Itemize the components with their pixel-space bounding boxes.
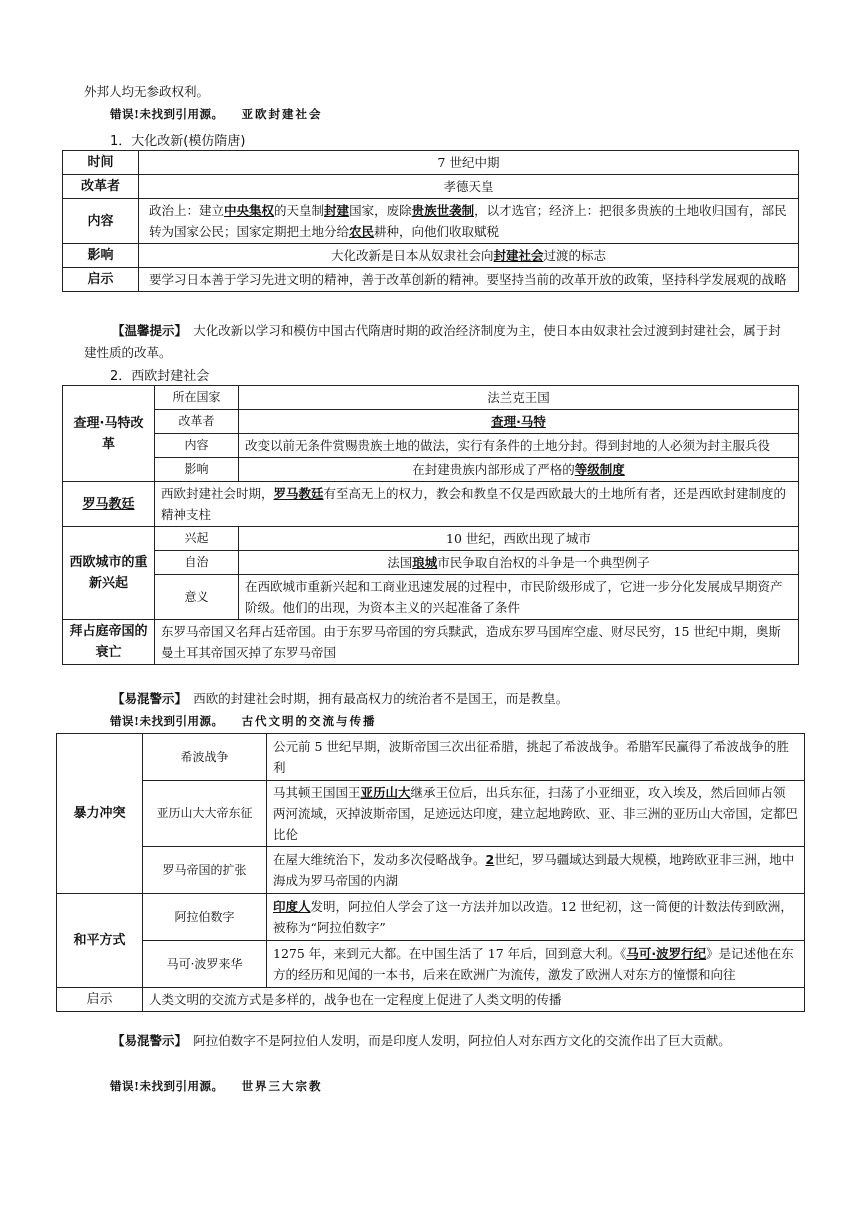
group-label-charles-martel: 查理·马特改革 — [63, 386, 155, 482]
key-term: 查理·马特 — [491, 414, 546, 429]
row-sublabel: 马可·波罗来华 — [143, 941, 267, 988]
row-sublabel: 阿拉伯数字 — [143, 894, 267, 941]
row-sublabel: 兴起 — [155, 527, 239, 551]
text-run: 大化改新是日本从奴隶社会向 — [330, 248, 494, 263]
row-content: 7 世纪中期 — [139, 151, 799, 175]
row-label: 时间 — [63, 151, 139, 175]
row-content — [267, 847, 805, 894]
row-content — [155, 482, 799, 527]
key-term: 中央集权 — [224, 203, 275, 218]
key-term: 亚历山大 — [360, 785, 411, 800]
key-term: 等级制度 — [574, 462, 625, 477]
row-sublabel: 内容 — [155, 434, 239, 458]
heading-keyword: 古代文明的交流与传播 — [241, 714, 377, 728]
heading-keyword: 亚欧封建社会 — [241, 107, 323, 121]
key-term: 封建社会 — [493, 248, 544, 263]
table-row — [63, 575, 799, 620]
tip-confusion-warning-1 — [84, 688, 784, 710]
group-label-city-revival: 西欧城市的重新兴起 — [63, 527, 155, 620]
table-row — [63, 551, 799, 575]
table-row — [57, 988, 805, 1012]
row-label: 启示 — [63, 268, 139, 292]
text-run: 1275 年，来到元大都。在中国生活了 17 年后，回到意大利。《 — [273, 946, 627, 961]
text-run: 西欧封建社会时期， — [161, 486, 274, 501]
text-run: 政治上：建立 — [149, 203, 225, 218]
table-row — [63, 458, 799, 482]
tip-tag: 【易混警示】 — [112, 1033, 181, 1048]
section-heading-exchange — [110, 713, 377, 729]
text-run: 发明，阿拉伯人学会了这一方法并加以改造。12 世纪初，这一简便的计数法传到欧洲，被称为“阿拉伯数字” — [273, 899, 793, 935]
tip-confusion-warning-2 — [84, 1030, 784, 1052]
table-row — [57, 734, 805, 781]
text-run: 在封建贵族内部形成了严格的 — [412, 462, 575, 477]
key-term: 印度人 — [273, 899, 311, 914]
heading-keyword: 世界三大宗教 — [241, 1079, 323, 1093]
text-run: 过渡的标志 — [543, 248, 607, 263]
row-sublabel: 影响 — [155, 458, 239, 482]
row-content: 东罗马帝国又名拜占廷帝国。由于东罗马帝国的穷兵黩武，造成东罗马国库空虚、财尽民穷，15 世纪中期，奥斯曼土耳其帝国灭掉了东罗马帝国 — [155, 620, 799, 665]
table-row — [63, 482, 799, 527]
heading-error-text: 错误!未找到引用源。 — [110, 714, 224, 728]
section-heading-religions — [110, 1078, 323, 1094]
tip-tag: 【温馨提示】 — [112, 323, 181, 338]
row-label: 改革者 — [63, 175, 139, 199]
intro-line: 外邦人均无参政权利。 — [84, 84, 210, 99]
row-content — [239, 410, 799, 434]
tip-warm-reminder — [84, 320, 784, 364]
section-heading-feudal — [110, 106, 323, 122]
row-content — [239, 458, 799, 482]
row-sublabel: 罗马帝国的扩张 — [143, 847, 267, 894]
key-term: 罗马教廷 — [273, 486, 324, 501]
row-content: 改变以前无条件赏赐贵族土地的做法，实行有条件的土地分封。得到封地的人必须为封主服兵役 — [239, 434, 799, 458]
tip-text: 西欧的封建社会时期，拥有最高权力的统治者不是国王，而是教皇。 — [180, 691, 569, 706]
west-europe-table — [62, 385, 799, 665]
text-run: 世纪，罗马疆域达到最大规模，地跨欧亚非三洲，地中海成为罗马帝国的内湖 — [273, 852, 795, 888]
row-sublabel: 所在国家 — [155, 386, 239, 410]
row-sublabel: 改革者 — [155, 410, 239, 434]
table-row — [57, 941, 805, 988]
row-content: 公元前 5 世纪早期，波斯帝国三次出征希腊，挑起了希波战争。希腊军民赢得了希波战争的胜利 — [267, 734, 805, 781]
text-run: 马其顿王国国王 — [273, 785, 361, 800]
row-content — [239, 551, 799, 575]
table-row — [63, 244, 799, 268]
key-term: 罗马教廷 — [82, 496, 135, 512]
table-row — [57, 847, 805, 894]
table-row — [63, 175, 799, 199]
civilization-exchange-table — [56, 733, 805, 1012]
tip-tag: 【易混警示】 — [112, 691, 181, 706]
heading-error-text: 错误!未找到引用源。 — [110, 107, 224, 121]
text-run: 的天皇制 — [274, 203, 325, 218]
table-row — [57, 894, 805, 941]
key-term: 琅城 — [412, 555, 438, 570]
subsection-title-west-europe: 2．西欧封建社会 — [110, 369, 210, 384]
row-sublabel: 意义 — [155, 575, 239, 620]
tip-text: 阿拉伯数字不是阿拉伯人发明，而是印度人发明，阿拉伯人对东西方文化的交流作出了巨大贡献。 — [180, 1033, 731, 1048]
table-row — [63, 151, 799, 175]
text-run: 耕种，向他们收取赋税 — [374, 224, 500, 239]
text-run: ，以才选官；经济上：把很多贵族的土地收归国有，部民转为国家公民；国家定期把土地分给 — [149, 203, 787, 239]
row-sublabel: 自治 — [155, 551, 239, 575]
text-run: 有至高无上的权力，教会和教皇不仅是西欧最大的土地所有者，还是西欧封建制度的精神支柱 — [161, 486, 787, 522]
row-content: 法兰克王国 — [239, 386, 799, 410]
row-content — [139, 199, 799, 244]
subsection-title-taika: 1．大化改新(模仿隋唐) — [110, 134, 246, 149]
key-term: 农民 — [349, 224, 375, 239]
row-content: 10 世纪，西欧出现了城市 — [239, 527, 799, 551]
row-content: 孝德天皇 — [139, 175, 799, 199]
text-run: 在屋大维统治下，发动多次侵略战争。 — [273, 852, 486, 867]
tip-text: 大化改新以学习和模仿中国古代隋唐时期的政治经济制度为主，使日本由奴隶社会过渡到封建社会，属于封建性质的改革。 — [84, 323, 781, 360]
group-label-roman-curia — [63, 482, 155, 527]
heading-error-text: 错误!未找到引用源。 — [110, 1079, 224, 1093]
row-label: 影响 — [63, 244, 139, 268]
text-run: 继承王位后，出兵东征，扫荡了小亚细亚，攻入埃及，然后回师占领两河流域，灭掉波斯帝国，足迹远达印度，建立起地跨欧、亚、非三洲的亚历山大帝国，定都巴比伦 — [273, 785, 799, 842]
key-term: 封建 — [324, 203, 350, 218]
key-term: 2 — [485, 852, 495, 867]
row-content: 在西欧城市重新兴起和工商业迅速发展的过程中，市民阶级形成了，它进一步分化发展成早期资产阶级。他们的出现，为资本主义的兴起准备了条件 — [239, 575, 799, 620]
table-row — [63, 268, 799, 292]
row-sublabel: 希波战争 — [143, 734, 267, 781]
group-label-violent-conflict: 暴力冲突 — [57, 734, 143, 894]
table-row — [63, 527, 799, 551]
table-row — [57, 781, 805, 847]
table-row — [63, 434, 799, 458]
text-run: 市民争取自治权的斗争是一个典型例子 — [437, 555, 650, 570]
table-row — [63, 386, 799, 410]
row-content — [267, 894, 805, 941]
text-run: 国家，废除 — [349, 203, 412, 218]
row-content — [267, 941, 805, 988]
table-row — [63, 199, 799, 244]
row-content: 要学习日本善于学习先进文明的精神，善于改革创新的精神。要坚持当前的改革开放的政策，坚持科学发展观的战略 — [139, 268, 799, 292]
text-run: 法国 — [387, 555, 413, 570]
group-label-peaceful-means: 和平方式 — [57, 894, 143, 988]
row-label: 内容 — [63, 199, 139, 244]
group-label-byzantine: 拜占庭帝国的衰亡 — [63, 620, 155, 665]
table-row — [63, 410, 799, 434]
row-content — [139, 244, 799, 268]
row-content: 人类文明的交流方式是多样的，战争也在一定程度上促进了人类文明的传播 — [143, 988, 805, 1012]
key-term: 贵族世袭制 — [411, 203, 475, 218]
key-term: 马可·波罗行纪 — [626, 946, 707, 961]
group-label-insight: 启示 — [57, 988, 143, 1012]
row-content — [267, 781, 805, 847]
taika-reform-table — [62, 150, 799, 292]
row-sublabel: 亚历山大大帝东征 — [143, 781, 267, 847]
text-run: 》是记述他在东方的经历和见闻的一本书，后来在欧洲广为流传，激发了欧洲人对东方的憧憬和向往 — [273, 946, 794, 982]
table-row — [63, 620, 799, 665]
